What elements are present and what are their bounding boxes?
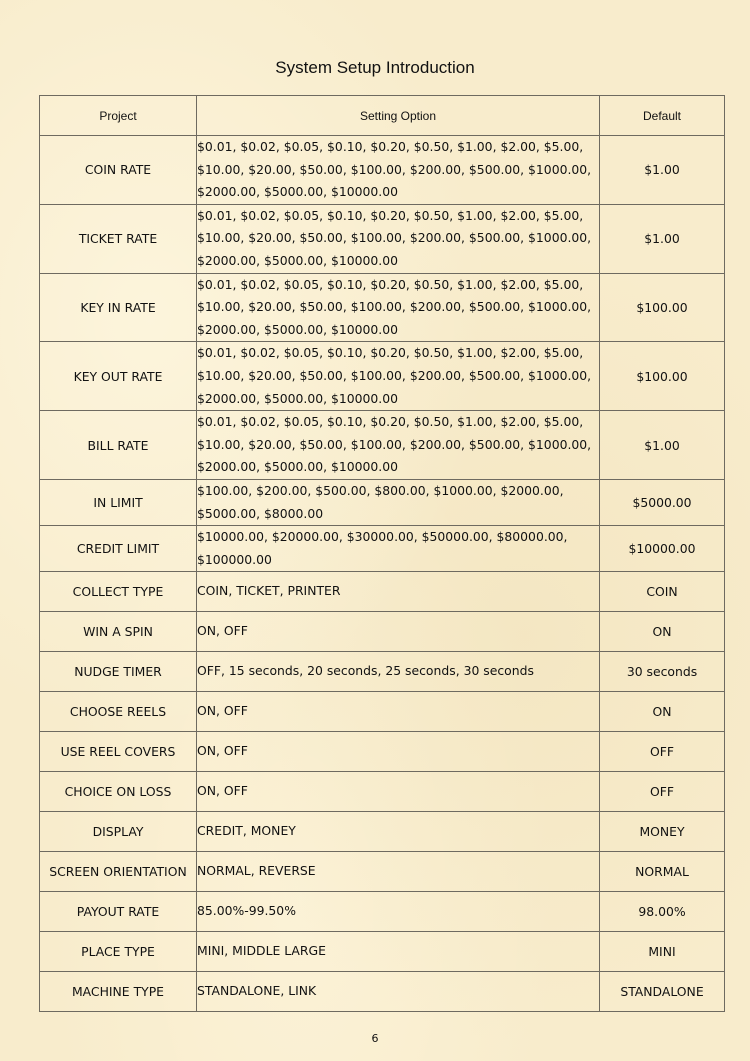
row-options: ON, OFF — [197, 732, 600, 772]
row-default: $100.00 — [600, 342, 725, 411]
row-project: PAYOUT RATE — [40, 892, 197, 932]
row-default: ON — [600, 612, 725, 652]
table-row — [40, 892, 725, 932]
row-project: KEY IN RATE — [40, 273, 197, 342]
row-project: COIN RATE — [40, 136, 197, 205]
row-options: STANDALONE, LINK — [197, 972, 600, 1012]
row-options: COIN, TICKET, PRINTER — [197, 572, 600, 612]
row-default: $1.00 — [600, 204, 725, 273]
table-row — [40, 411, 725, 480]
row-default: OFF — [600, 772, 725, 812]
row-options: MINI, MIDDLE LARGE — [197, 932, 600, 972]
header-setting-option: Setting Option — [197, 96, 600, 136]
table-row — [40, 772, 725, 812]
row-options: $10000.00, $20000.00, $30000.00, $50000.00, $80000.00, $100000.00 — [197, 526, 600, 572]
row-project: MACHINE TYPE — [40, 972, 197, 1012]
row-default: MONEY — [600, 812, 725, 852]
row-default: $10000.00 — [600, 526, 725, 572]
table-row — [40, 572, 725, 612]
row-options: $0.01, $0.02, $0.05, $0.10, $0.20, $0.50, $1.00, $2.00, $5.00, $10.00, $20.00, $50.00, $100.00, $200.00, $500.00, $1000.00, $2000.00, $5000.00, $10000.00 — [197, 273, 600, 342]
row-project: SCREEN ORIENTATION — [40, 852, 197, 892]
row-default: COIN — [600, 572, 725, 612]
row-options: $0.01, $0.02, $0.05, $0.10, $0.20, $0.50, $1.00, $2.00, $5.00, $10.00, $20.00, $50.00, $100.00, $200.00, $500.00, $1000.00, $2000.00, $5000.00, $10000.00 — [197, 342, 600, 411]
row-default: MINI — [600, 932, 725, 972]
row-options: $0.01, $0.02, $0.05, $0.10, $0.20, $0.50, $1.00, $2.00, $5.00, $10.00, $20.00, $50.00, $100.00, $200.00, $500.00, $1000.00, $2000.00, $5000.00, $10000.00 — [197, 411, 600, 480]
row-default: $5000.00 — [600, 479, 725, 525]
page-number: 6 — [371, 1032, 379, 1045]
row-default: OFF — [600, 732, 725, 772]
row-options: ON, OFF — [197, 772, 600, 812]
table-row — [40, 612, 725, 652]
row-options: ON, OFF — [197, 692, 600, 732]
row-default: 30 seconds — [600, 652, 725, 692]
row-project: WIN A SPIN — [40, 612, 197, 652]
table-row — [40, 852, 725, 892]
row-default: $1.00 — [600, 136, 725, 205]
row-default: STANDALONE — [600, 972, 725, 1012]
row-options: 85.00%-99.50% — [197, 892, 600, 932]
row-project: COLLECT TYPE — [40, 572, 197, 612]
row-project: KEY OUT RATE — [40, 342, 197, 411]
row-project: CHOOSE REELS — [40, 692, 197, 732]
row-project: NUDGE TIMER — [40, 652, 197, 692]
row-options: $0.01, $0.02, $0.05, $0.10, $0.20, $0.50, $1.00, $2.00, $5.00, $10.00, $20.00, $50.00, $100.00, $200.00, $500.00, $1000.00, $2000.00, $5000.00, $10000.00 — [197, 204, 600, 273]
row-options: ON, OFF — [197, 612, 600, 652]
row-project: IN LIMIT — [40, 479, 197, 525]
row-project: PLACE TYPE — [40, 932, 197, 972]
header-project: Project — [40, 96, 197, 136]
row-options: $100.00, $200.00, $500.00, $800.00, $1000.00, $2000.00, $5000.00, $8000.00 — [197, 479, 600, 525]
table-row — [40, 136, 725, 205]
row-project: USE REEL COVERS — [40, 732, 197, 772]
table-row — [40, 204, 725, 273]
table-row — [40, 732, 725, 772]
table-row — [40, 692, 725, 732]
row-default: $1.00 — [600, 411, 725, 480]
row-project: DISPLAY — [40, 812, 197, 852]
table-row — [40, 972, 725, 1012]
setup-table — [39, 95, 725, 1012]
row-project: CREDIT LIMIT — [40, 526, 197, 572]
row-options: CREDIT, MONEY — [197, 812, 600, 852]
row-project: TICKET RATE — [40, 204, 197, 273]
page-title: System Setup Introduction — [275, 58, 475, 77]
table-row — [40, 932, 725, 972]
row-default: ON — [600, 692, 725, 732]
row-project: BILL RATE — [40, 411, 197, 480]
table-row — [40, 479, 725, 525]
table-row — [40, 526, 725, 572]
row-default: $100.00 — [600, 273, 725, 342]
row-options: NORMAL, REVERSE — [197, 852, 600, 892]
header-default: Default — [600, 96, 725, 136]
row-default: 98.00% — [600, 892, 725, 932]
table-row — [40, 273, 725, 342]
table-row — [40, 812, 725, 852]
row-project: CHOICE ON LOSS — [40, 772, 197, 812]
table-row — [40, 652, 725, 692]
table-header-row — [40, 96, 725, 136]
row-default: NORMAL — [600, 852, 725, 892]
row-options: $0.01, $0.02, $0.05, $0.10, $0.20, $0.50, $1.00, $2.00, $5.00, $10.00, $20.00, $50.00, $100.00, $200.00, $500.00, $1000.00, $2000.00, $5000.00, $10000.00 — [197, 136, 600, 205]
table-row — [40, 342, 725, 411]
row-options: OFF, 15 seconds, 20 seconds, 25 seconds, 30 seconds — [197, 652, 600, 692]
